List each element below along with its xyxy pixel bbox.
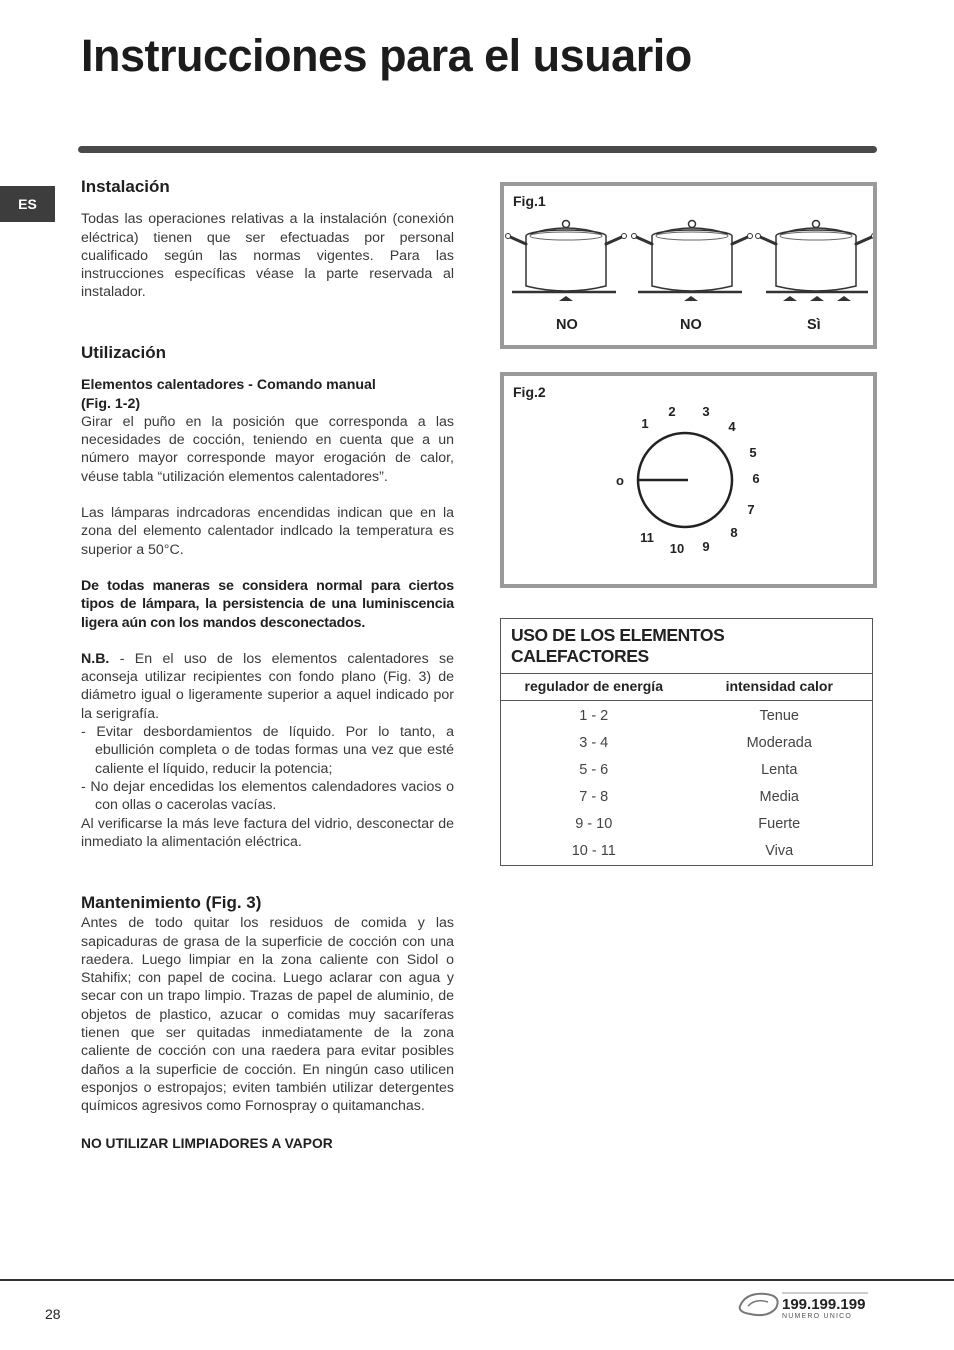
- logo-subtitle: NUMERO UNICO: [782, 1313, 853, 1320]
- table-row: [501, 784, 873, 811]
- figure-2: [500, 372, 877, 588]
- dial-number-9: 9: [702, 539, 710, 554]
- nb-text: - En el uso de los elementos calentadores se aconseja utilizar recipientes con fondo plano (Fig. 3) de diámetro igual o ligeramente superior a aquel indicado por la serigrafía.: [81, 650, 454, 722]
- table-cell-intensidad: Fuerte: [758, 816, 801, 832]
- table-row: [501, 838, 873, 866]
- table-cell-regulador: 5 - 6: [579, 762, 609, 778]
- table-row: [501, 701, 873, 731]
- page-title: Instrucciones para el usuario: [81, 30, 692, 81]
- table-cell-regulador: 7 - 8: [579, 789, 609, 805]
- dial-number-1: 1: [641, 416, 649, 431]
- table-row: [501, 811, 873, 838]
- instalacion-body: Todas las operaciones relativas a la instalación (conexión eléctrica) tienen que ser efectuadas por personal cualificado según las normas vigentes. Para las instrucciones específicas véase la parte reservada al instalador.: [81, 211, 454, 301]
- table-cell-intensidad: Tenue: [759, 708, 799, 724]
- utilizacion-bold-note: De todas maneras se considera normal para ciertos tipos de lámpara, la persistencia de una luminiscencia ligera aún con los mandos desconectados.: [81, 577, 454, 631]
- title-divider: [78, 146, 877, 153]
- table-cell-regulador: 1 - 2: [579, 708, 609, 724]
- dial-number-3: 3: [702, 404, 710, 419]
- bullet-item-1: - Evitar desbordamientos de líquido. Por lo tanto, a ebullición completa o de todas formas una vez que esté caliente el líquido, reducir la potencia;: [81, 724, 454, 777]
- dial-number-6: 6: [752, 471, 760, 486]
- dial-number-11: 11: [640, 530, 654, 545]
- table-cell-regulador: 3 - 4: [579, 735, 609, 751]
- dial-number-7: 7: [747, 502, 755, 517]
- steam-cleaner-warning: NO UTILIZAR LIMPIADORES A VAPOR: [81, 1135, 333, 1151]
- table-cell-regulador: 9 - 10: [575, 816, 613, 832]
- logo-number: 199.199.199: [782, 1296, 866, 1313]
- section-heading-utilizacion: Utilización: [81, 343, 167, 362]
- heating-elements-table: [500, 618, 873, 866]
- table-title: USO DE LOS ELEMENTOS CALEFACTORES: [501, 619, 873, 674]
- dial-number-2: 2: [668, 404, 676, 419]
- table-cell-intensidad: Media: [759, 789, 799, 805]
- fig1-caption-2: NO: [680, 317, 702, 333]
- section-heading-mantenimiento: Mantenimiento (Fig. 3): [81, 893, 262, 912]
- fig1-caption-3: Sì: [807, 317, 821, 333]
- section-instalacion: [81, 178, 454, 302]
- control-dial: [504, 376, 873, 584]
- section-utilizacion: [81, 344, 454, 851]
- dial-number-10: 10: [669, 541, 685, 556]
- figure-1-label: Fig.1: [513, 193, 546, 209]
- table-cell-intensidad: Moderada: [746, 735, 812, 751]
- utilizacion-paragraph-2: Las lámparas indrcadoras encendidas indican que en la zona del elemento calentador indlcado la temperatura es superior a 50°C.: [81, 505, 454, 558]
- service-number-logo: [736, 1286, 872, 1322]
- utilizacion-paragraph-1: Girar el puño en la posición que corresponda a las necesidades de cocción, teniendo en cuenta que a un número mayor corresponde mayor erogación de calor, véuse tabla “utilización elementos calentadores”.: [81, 413, 454, 485]
- dial-number-0: o: [616, 473, 624, 488]
- utilizacion-subheading: [81, 376, 454, 413]
- bullet-item-2: - No dejar encedidas los elementos calendadores vacios o con ollas o cacerolas vacías.: [81, 778, 454, 814]
- nb-label: N.B.: [81, 650, 110, 667]
- figure-1: [500, 182, 877, 349]
- nb-paragraph: [81, 650, 454, 723]
- table-row: [501, 730, 873, 757]
- subheading-line-2: (Fig. 1-2): [81, 395, 141, 412]
- table-header-intensidad: intensidad calor: [687, 674, 873, 701]
- fig1-caption-1: NO: [556, 317, 578, 333]
- section-mantenimiento: [81, 894, 454, 1153]
- table-header-regulador: regulador de energía: [501, 674, 687, 701]
- dial-number-5: 5: [749, 445, 757, 460]
- page-number: 28: [45, 1306, 61, 1322]
- figure-2-label: Fig.2: [513, 384, 546, 400]
- dial-number-4: 4: [728, 419, 736, 434]
- utilizacion-paragraph-4: Al verificarse la más leve factura del vidrio, desconectar de inmediato la alimentación eléctrica.: [81, 815, 454, 850]
- table-cell-regulador: 10 - 11: [571, 843, 616, 859]
- section-heading-instalacion: Instalación: [81, 177, 170, 196]
- language-tab: ES: [0, 186, 55, 222]
- table-cell-intensidad: Lenta: [761, 762, 798, 778]
- footer-divider: [0, 1279, 954, 1281]
- dial-number-8: 8: [730, 525, 738, 540]
- table-cell-intensidad: Viva: [765, 843, 794, 859]
- mantenimiento-body: Antes de todo quitar los residuos de comida y las sapicaduras de grasa de la superficie de cocción con una raedera. Luego limpiar en la zona caliente con Sidol o Stahifix; con papel de cocina. Luego aclarar con agua y secar con un trapo limpio. Trazas de papel de aluminio, de objetos de plastico, azucar o comidas muy sacaríferas tienen que ser quitadas inmediatamente de la zona caliente de cocción con una raedera para evitar posibles daños a la superficie de cocción. En ningún caso utilicen esponjos o estropajos; eviten también utilizar detergentes químicos agresivos como Fornospray o quitamanchas.: [81, 915, 454, 1115]
- table-row: [501, 757, 873, 784]
- subheading-line-1: Elementos calentadores - Comando manual: [81, 377, 376, 394]
